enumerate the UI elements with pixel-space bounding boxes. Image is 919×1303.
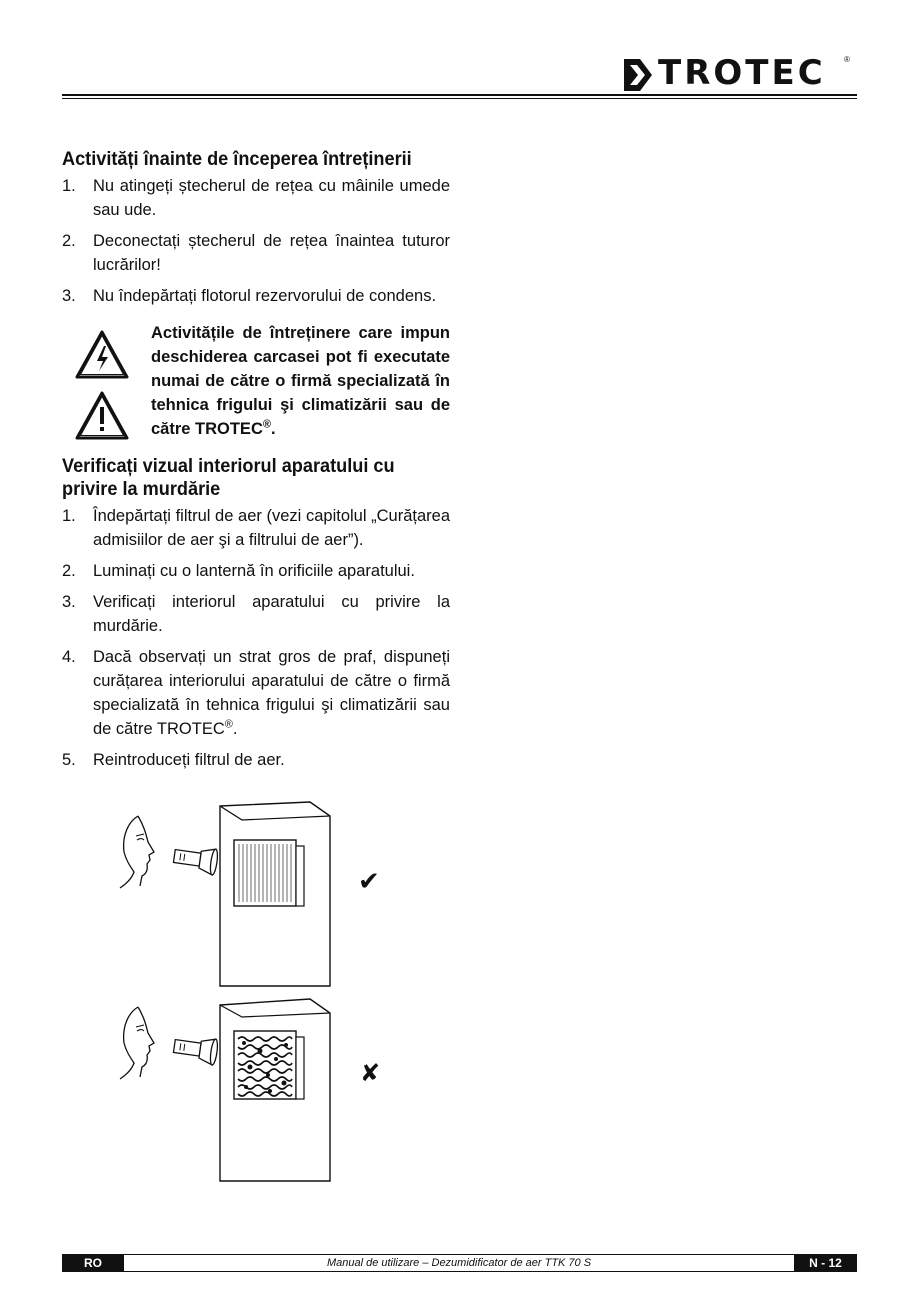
list-number: 2. bbox=[62, 562, 76, 580]
general-warning-icon bbox=[74, 390, 130, 442]
list-item bbox=[62, 504, 450, 552]
high-voltage-warning-icon bbox=[74, 329, 130, 381]
list-text: Reintroduceți filtrul de aer. bbox=[93, 751, 285, 769]
list-item bbox=[62, 590, 450, 638]
header-rule bbox=[62, 94, 857, 96]
list-text: Dacă observați un strat gros de praf, dispuneți curățarea interiorului aparatului de către o firmă specializată în tehnica frigului şi climatizării sau de către TROTEC bbox=[93, 648, 450, 738]
cross-icon: ✘ bbox=[360, 1059, 381, 1087]
list-item bbox=[62, 748, 450, 772]
list-item bbox=[62, 284, 450, 308]
list-number: 3. bbox=[62, 287, 76, 305]
before-maintenance-list bbox=[62, 174, 450, 308]
checkmark-icon: ✔ bbox=[358, 867, 380, 897]
warning-text-end: . bbox=[270, 420, 276, 438]
list-number: 4. bbox=[62, 648, 76, 666]
warning-box bbox=[62, 321, 450, 443]
clean-interior-illustration bbox=[110, 800, 400, 990]
header-rule-thin bbox=[62, 98, 857, 99]
list-number: 1. bbox=[62, 177, 76, 195]
list-item bbox=[62, 229, 450, 277]
list-number: 2. bbox=[62, 232, 76, 250]
trotec-logo bbox=[622, 55, 852, 95]
list-text: Nu îndepărtați flotorul rezervorului de condens. bbox=[93, 287, 437, 305]
list-number: 3. bbox=[62, 593, 76, 611]
brand-registered-mark: ® bbox=[844, 55, 850, 64]
list-text: Verificați interiorul aparatului cu privire la murdărie. bbox=[93, 593, 450, 635]
list-text-end: . bbox=[232, 720, 238, 738]
warning-text bbox=[151, 321, 450, 441]
page-footer bbox=[62, 1254, 857, 1272]
warning-text-body: Activitățile de întreținere care impun deschiderea carcasei pot fi executate numai de către o firmă specializată în tehnica frigului şi climatizării sau de către TROTEC bbox=[151, 324, 450, 438]
list-number: 1. bbox=[62, 507, 76, 525]
list-text: Luminați cu o lanternă în orificiile aparatului. bbox=[93, 562, 415, 580]
visual-check-list bbox=[62, 504, 450, 772]
list-number: 5. bbox=[62, 751, 76, 769]
registered-mark: ® bbox=[224, 718, 233, 731]
content-column bbox=[62, 148, 450, 779]
list-item bbox=[62, 559, 450, 583]
list-text: Îndepărtați filtrul de aer (vezi capitolul „Curățarea admisiilor de aer şi a filtrului de aer”). bbox=[93, 507, 450, 549]
list-item bbox=[62, 645, 450, 741]
trotec-logo-mark-icon bbox=[622, 57, 654, 93]
flashlight-icon bbox=[173, 1034, 219, 1066]
brand-name: TROTEC bbox=[658, 53, 826, 93]
flashlight-icon bbox=[173, 844, 219, 876]
footer-language: RO bbox=[62, 1254, 124, 1272]
list-item bbox=[62, 174, 450, 222]
dirty-interior-illustration bbox=[110, 995, 400, 1185]
face-profile-icon bbox=[120, 816, 138, 888]
registered-mark: ® bbox=[262, 418, 271, 431]
section-title-visual-check: Verificați vizual interiorul aparatului cu privire la murdărie bbox=[62, 455, 395, 500]
footer-page-number: N - 12 bbox=[794, 1254, 857, 1272]
warning-icons bbox=[74, 329, 130, 449]
list-text: Deconectați ștecherul de rețea înaintea tuturor lucrărilor! bbox=[93, 232, 450, 274]
section-title-before-maintenance: Activități înainte de începerea întreținerii bbox=[62, 148, 412, 170]
footer-document-title: Manual de utilizare – Dezumidificator de aer TTK 70 S bbox=[124, 1254, 794, 1272]
face-profile-icon bbox=[120, 1007, 138, 1079]
list-text: Nu atingeți ștecherul de rețea cu mâinile umede sau ude. bbox=[93, 177, 450, 219]
